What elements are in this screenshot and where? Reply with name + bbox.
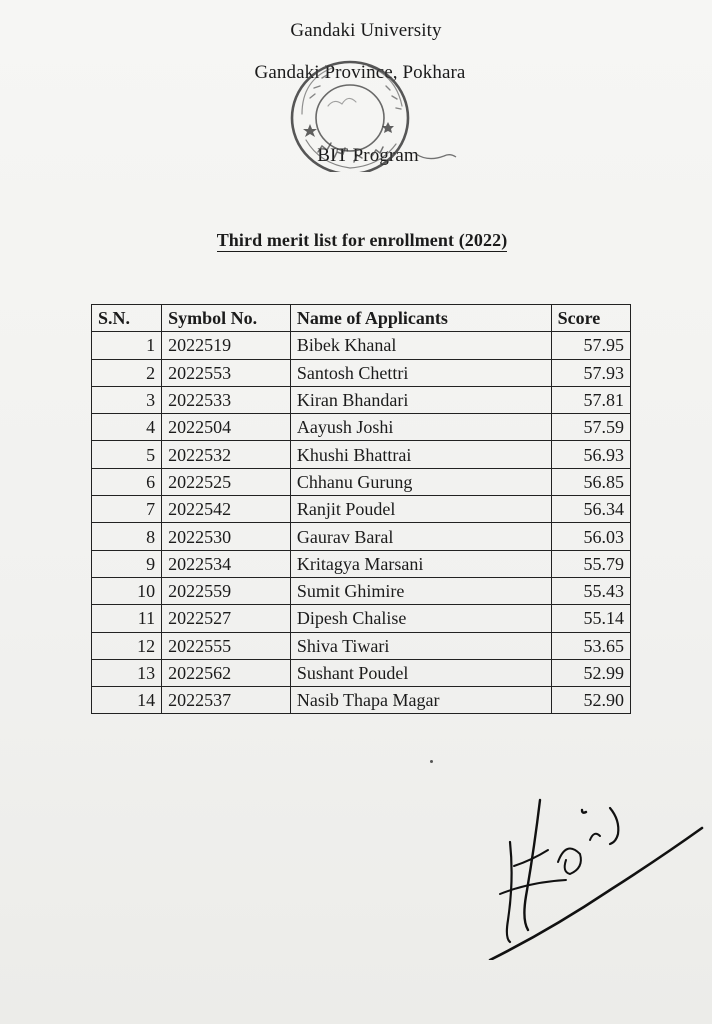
merit-list-table xyxy=(91,304,631,714)
column-header-score: Score xyxy=(551,305,630,332)
column-header-symbol-no: Symbol No. xyxy=(162,305,291,332)
cell-applicant-name: Sumit Ghimire xyxy=(290,577,551,604)
table-row xyxy=(92,441,631,468)
cell-symbol-no: 2022530 xyxy=(162,523,291,550)
ink-speck xyxy=(430,760,433,763)
table-header-row xyxy=(92,305,631,332)
cell-score: 57.59 xyxy=(551,414,630,441)
cell-applicant-name: Shiva Tiwari xyxy=(290,632,551,659)
cell-sn: 9 xyxy=(92,550,162,577)
table-row xyxy=(92,359,631,386)
cell-applicant-name: Khushi Bhattrai xyxy=(290,441,551,468)
table-row xyxy=(92,332,631,359)
cell-symbol-no: 2022525 xyxy=(162,468,291,495)
cell-symbol-no: 2022562 xyxy=(162,659,291,686)
table-row xyxy=(92,414,631,441)
cell-symbol-no: 2022532 xyxy=(162,441,291,468)
cell-sn: 10 xyxy=(92,577,162,604)
cell-score: 57.95 xyxy=(551,332,630,359)
cell-score: 55.79 xyxy=(551,550,630,577)
document-title-text: Third merit list for enrollment (2022) xyxy=(216,230,508,250)
cell-score: 57.81 xyxy=(551,386,630,413)
cell-symbol-no: 2022534 xyxy=(162,550,291,577)
cell-applicant-name: Nasib Thapa Magar xyxy=(290,687,551,714)
cell-sn: 14 xyxy=(92,687,162,714)
table-row xyxy=(92,577,631,604)
cell-symbol-no: 2022504 xyxy=(162,414,291,441)
cell-applicant-name: Ranjit Poudel xyxy=(290,496,551,523)
program-name: BIT Program xyxy=(317,145,419,166)
table-row xyxy=(92,386,631,413)
cell-applicant-name: Sushant Poudel xyxy=(290,659,551,686)
cell-symbol-no: 2022537 xyxy=(162,687,291,714)
table-row xyxy=(92,659,631,686)
cell-sn: 11 xyxy=(92,605,162,632)
cell-applicant-name: Gaurav Baral xyxy=(290,523,551,550)
university-location: Gandaki Province, Pokhara xyxy=(254,62,466,83)
cell-score: 56.34 xyxy=(551,496,630,523)
university-name: Gandaki University xyxy=(290,20,442,41)
cell-applicant-name: Dipesh Chalise xyxy=(290,605,551,632)
column-header-name: Name of Applicants xyxy=(290,305,551,332)
cell-symbol-no: 2022559 xyxy=(162,577,291,604)
cell-score: 52.90 xyxy=(551,687,630,714)
cell-score: 55.43 xyxy=(551,577,630,604)
cell-score: 52.99 xyxy=(551,659,630,686)
cell-symbol-no: 2022533 xyxy=(162,386,291,413)
cell-sn: 6 xyxy=(92,468,162,495)
cell-symbol-no: 2022555 xyxy=(162,632,291,659)
table-row xyxy=(92,550,631,577)
cell-symbol-no: 2022519 xyxy=(162,332,291,359)
cell-score: 56.85 xyxy=(551,468,630,495)
cell-symbol-no: 2022553 xyxy=(162,359,291,386)
cell-score: 55.14 xyxy=(551,605,630,632)
cell-score: 57.93 xyxy=(551,359,630,386)
cell-applicant-name: Santosh Chettri xyxy=(290,359,551,386)
cell-applicant-name: Chhanu Gurung xyxy=(290,468,551,495)
cell-sn: 2 xyxy=(92,359,162,386)
cell-score: 56.93 xyxy=(551,441,630,468)
table-row xyxy=(92,496,631,523)
column-header-sn: S.N. xyxy=(92,305,162,332)
university-seal-icon xyxy=(288,58,464,172)
cell-applicant-name: Kritagya Marsani xyxy=(290,550,551,577)
cell-score: 56.03 xyxy=(551,523,630,550)
table-row xyxy=(92,523,631,550)
signature-icon xyxy=(470,770,706,960)
document-title xyxy=(0,230,712,251)
cell-symbol-no: 2022527 xyxy=(162,605,291,632)
cell-applicant-name: Aayush Joshi xyxy=(290,414,551,441)
table-row xyxy=(92,468,631,495)
cell-applicant-name: Kiran Bhandari xyxy=(290,386,551,413)
cell-sn: 1 xyxy=(92,332,162,359)
cell-applicant-name: Bibek Khanal xyxy=(290,332,551,359)
cell-sn: 5 xyxy=(92,441,162,468)
cell-sn: 4 xyxy=(92,414,162,441)
cell-sn: 7 xyxy=(92,496,162,523)
cell-sn: 8 xyxy=(92,523,162,550)
cell-sn: 13 xyxy=(92,659,162,686)
cell-sn: 12 xyxy=(92,632,162,659)
cell-symbol-no: 2022542 xyxy=(162,496,291,523)
table-row xyxy=(92,687,631,714)
cell-score: 53.65 xyxy=(551,632,630,659)
cell-sn: 3 xyxy=(92,386,162,413)
table-row xyxy=(92,605,631,632)
table-row xyxy=(92,632,631,659)
